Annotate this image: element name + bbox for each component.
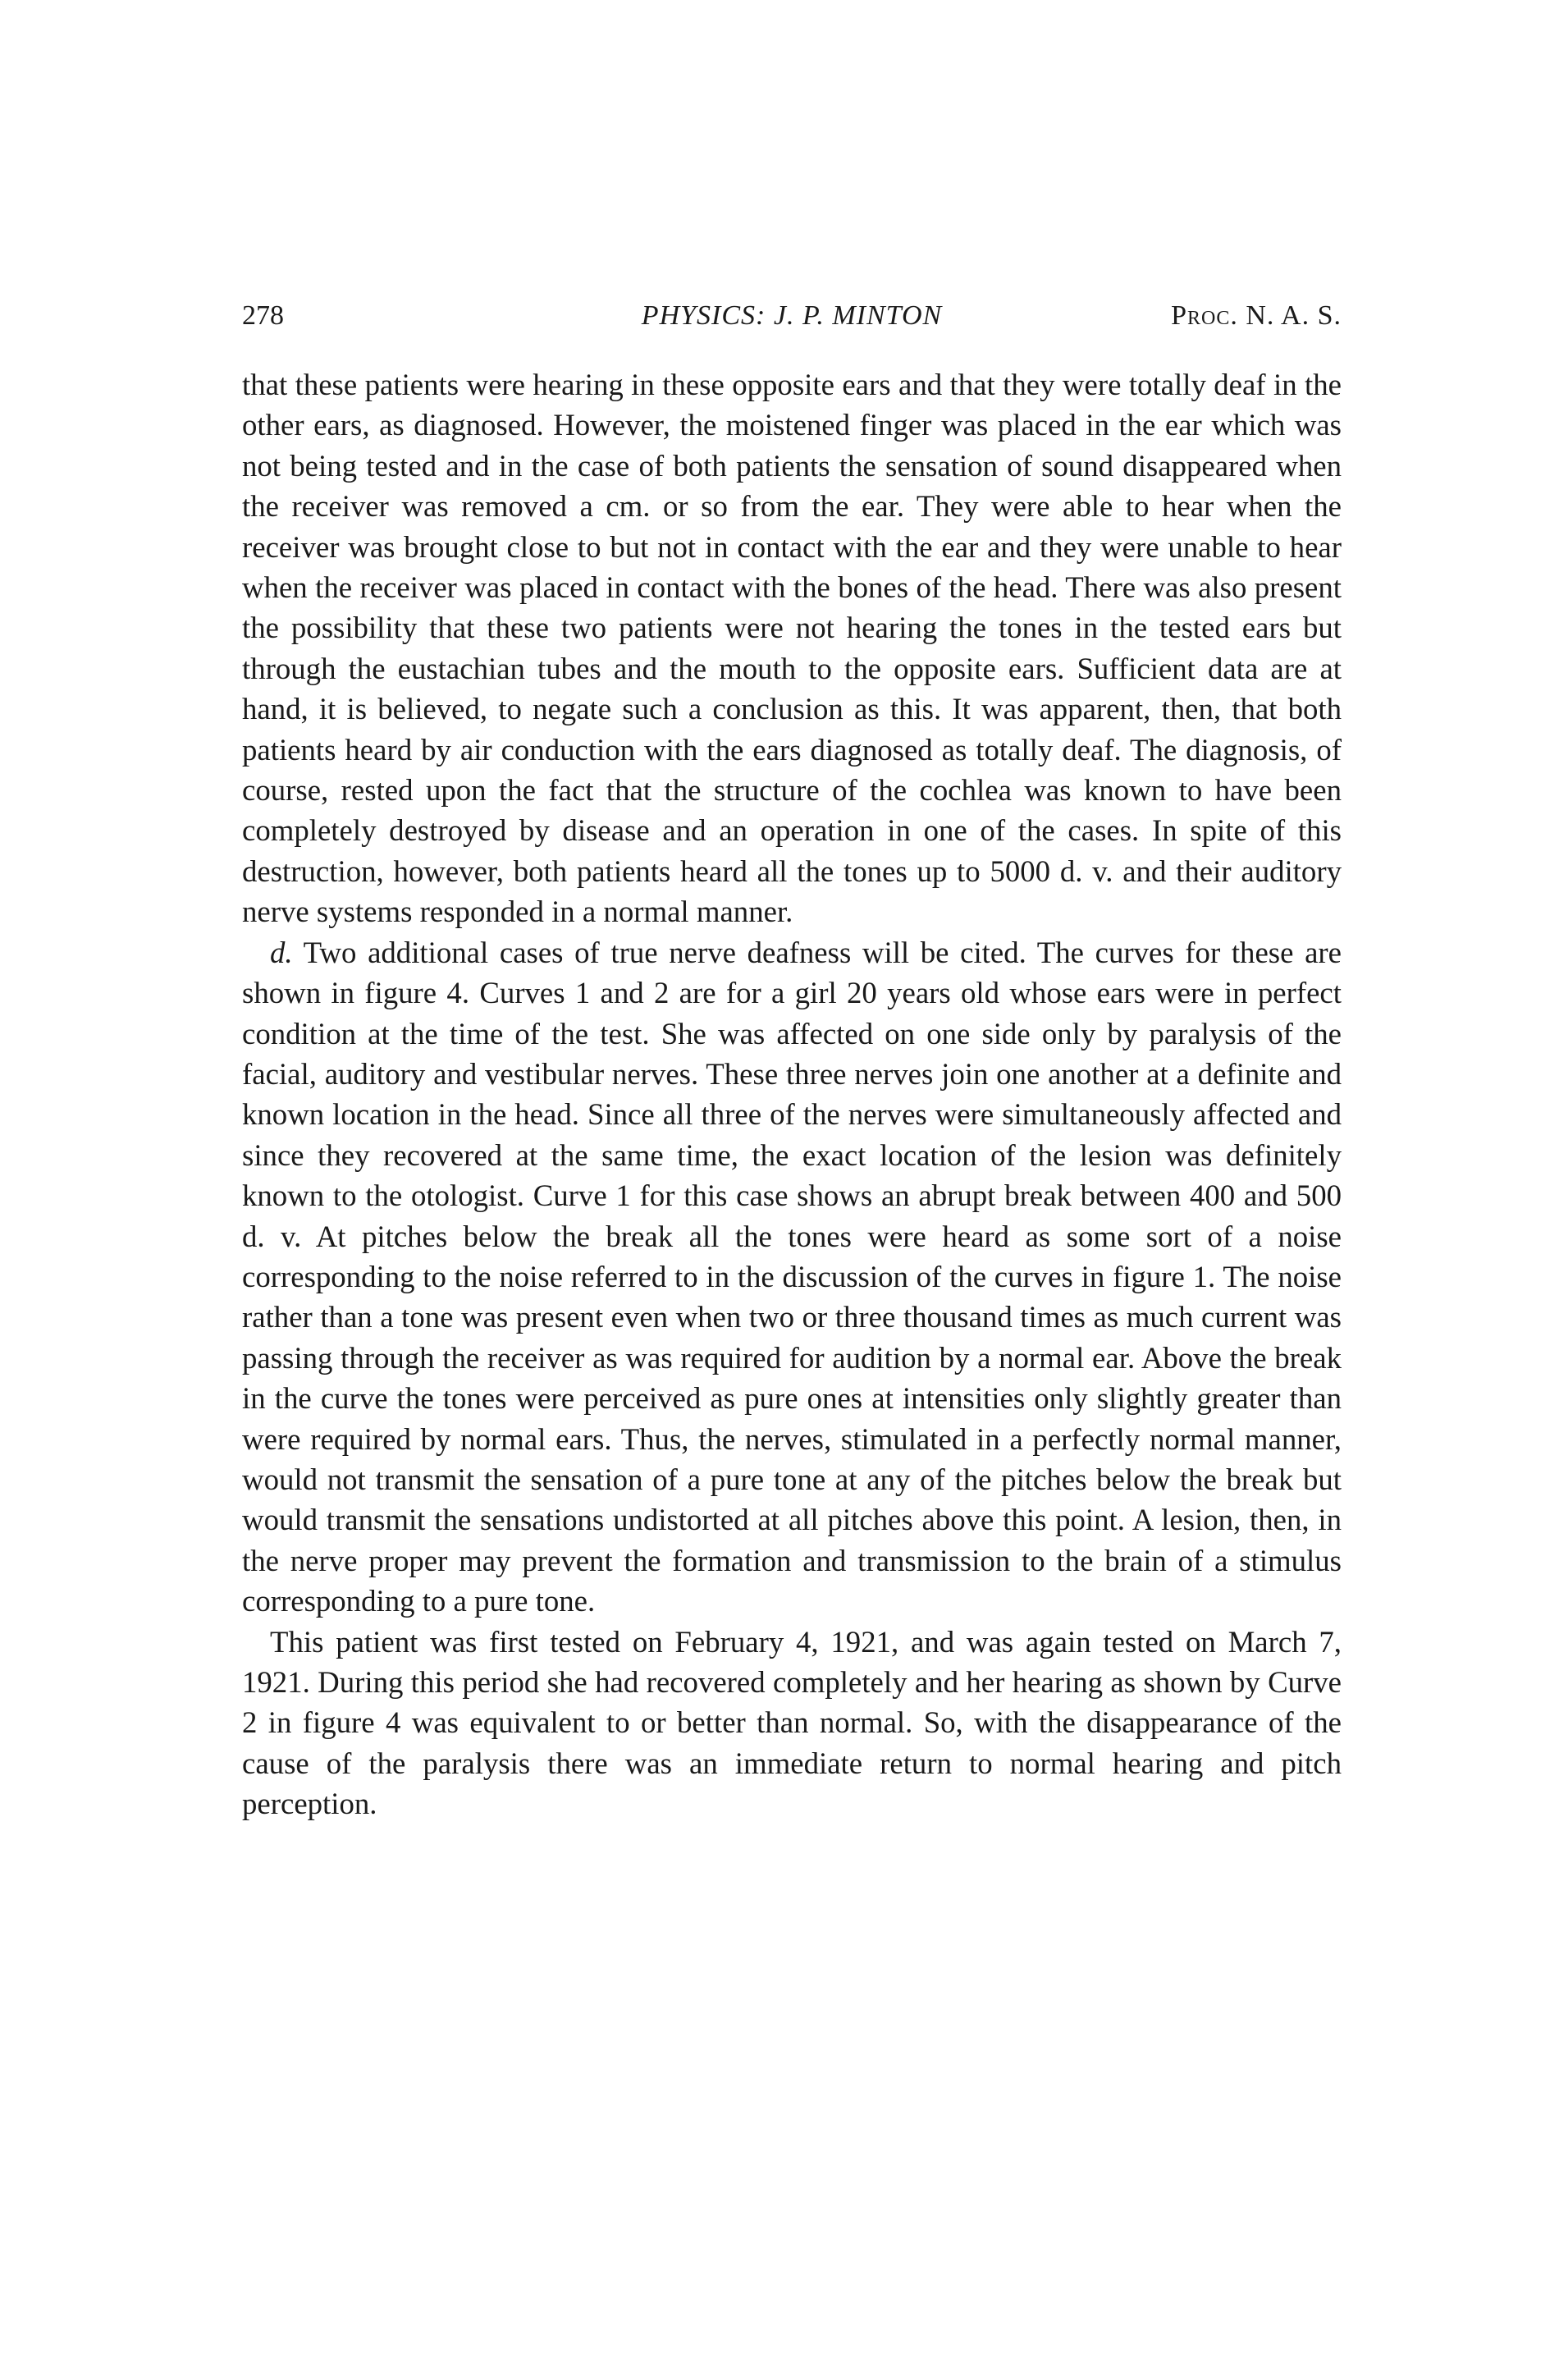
running-header bbox=[242, 295, 1342, 336]
paragraph-case-d bbox=[242, 932, 1342, 1622]
journal-page bbox=[242, 295, 1342, 1824]
paragraph-continued: that these patients were hearing in these opposite ears and that they were totally deaf in the other ears, as diagnosed. However, the moistened finger was placed in the ear which was not being tested and in the case of both patients the sensation of sound disappeared when the receiver was removed a cm. or so from the ear. They were able to hear when the receiver was brought close to but not in contact with the ear and they were unable to hear when the receiver was placed in contact with the bones of the head. There was also present the possibility that these two patients were not hearing the tones in the tested ears but through the eustachian tubes and the mouth to the opposite ears. Sufficient data are at hand, it is believed, to negate such a conclusion as this. It was apparent, then, that both patients heard by air conduction with the ears diagnosed as totally deaf. The diagnosis, of course, rested upon the fact that the structure of the cochlea was known to have been completely destroyed by disease and an operation in one of the cases. In spite of this destruction, however, both patients heard all the tones up to 5000 d. v. and their auditory nerve systems responded in a normal manner. bbox=[242, 368, 1342, 929]
article-body bbox=[242, 364, 1342, 1824]
journal-abbreviation: Proc. N. A. S. bbox=[1171, 300, 1342, 331]
page-number: 278 bbox=[242, 300, 284, 331]
paragraph-recovery: This patient was first tested on February 4, 1921, and was again tested on March 7, 1921. During this period she had recovered completely and her hearing as shown by Curve 2 in figure 4 was equivalent to or better than normal. So, with the disappearance of the cause of the paralysis there was an immediate return to normal hearing and pitch perception. bbox=[242, 1624, 1342, 1821]
running-title: PHYSICS: J. P. MINTON bbox=[641, 300, 943, 331]
case-label: d. bbox=[270, 935, 293, 969]
paragraph-case-d-text: Two additional cases of true nerve deafness will be cited. The curves for these are shown in figure 4. Curves 1 and 2 are for a girl 20 years old whose ears were in perfect condition at the time of the test. She was affected on one side only by paralysis of the facial, auditory and vestibular nerves. These three nerves join one another at a definite and known location in the head. Since all three of the nerves were simultaneously affected and since they recovered at the same time, the exact location of the lesion was definitely known to the otologist. Curve 1 for this case shows an abrupt break between 400 and 500 d. v. At pitches below the break all the tones were heard as some sort of a noise corresponding to the noise referred to in the discussion of the curves in figure 1. The noise rather than a tone was present even when two or three thousand times as much current was passing through the receiver as was required for audition by a normal ear. Above the break in the curve the tones were perceived as pure ones at intensities only slightly greater than were required by normal ears. Thus, the nerves, stimulated in a perfectly normal manner, would not transmit the sensation of a pure tone at any of the pitches below the break but would transmit the sensations undistorted at all pitches above this point. A lesion, then, in the nerve proper may prevent the formation and transmission to the brain of a stimulus corresponding to a pure tone. bbox=[242, 935, 1342, 1618]
